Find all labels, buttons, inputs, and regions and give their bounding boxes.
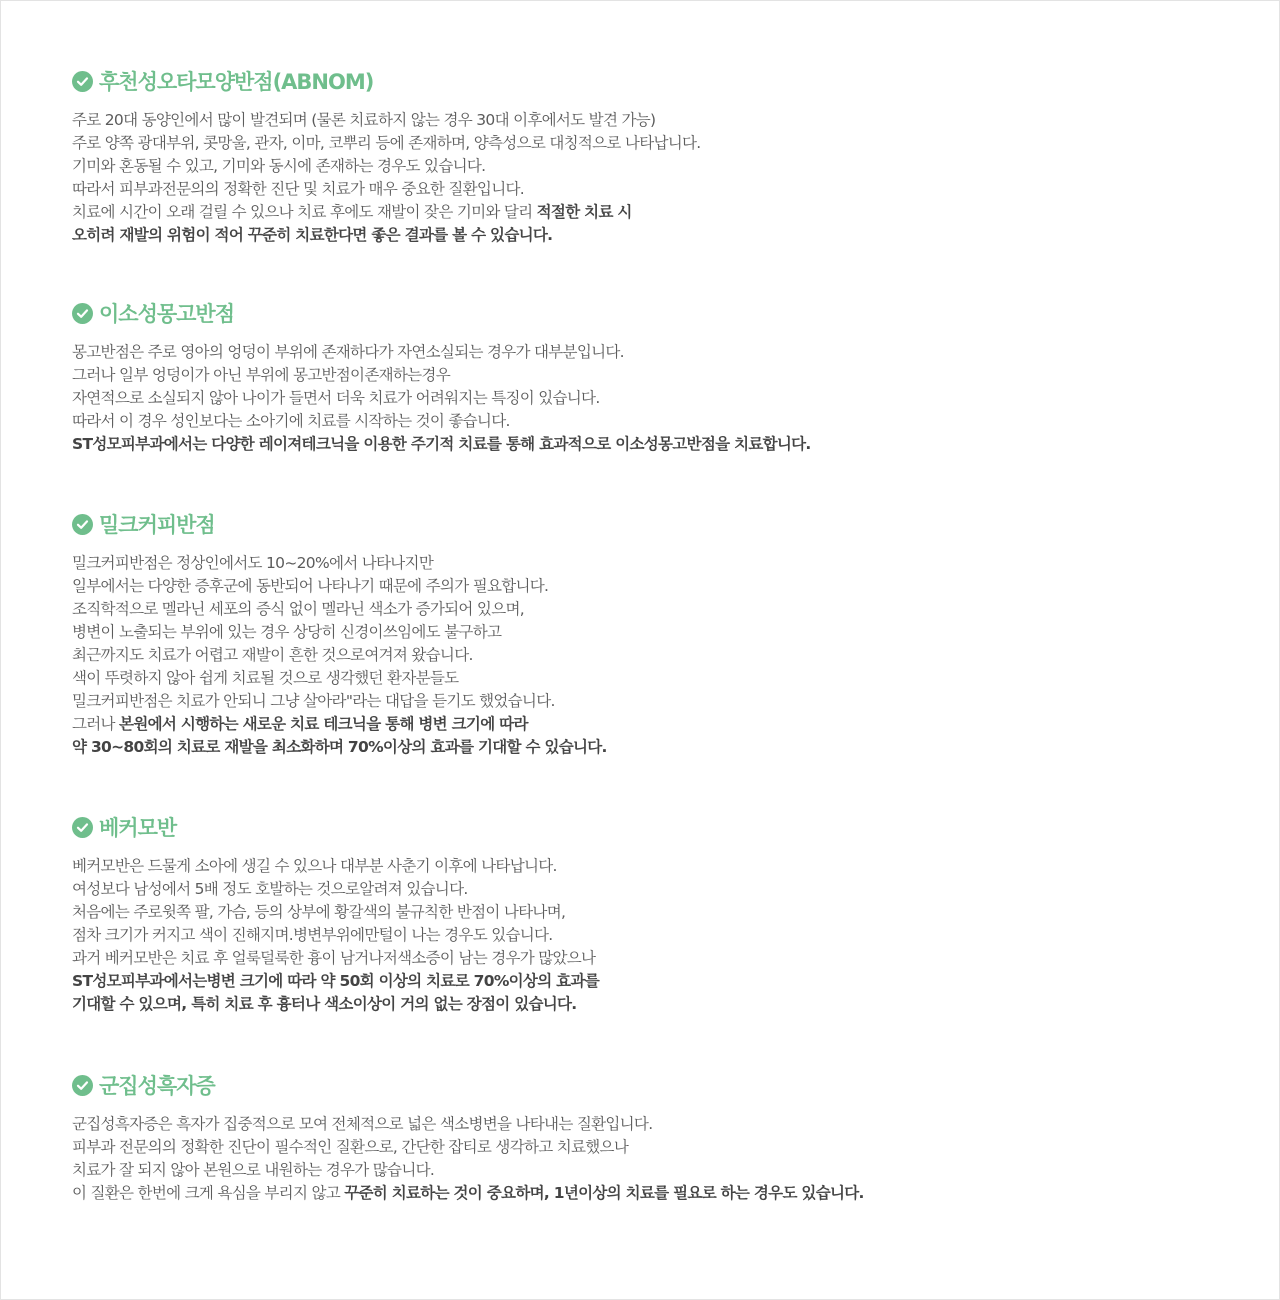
body-line — [72, 201, 1252, 224]
body-text: 주로 양쪽 광대부위, 콧망울, 관자, 이마, 코뿌리 등에 존재하며, 양측성으로 대칭적으로 나타납니다. — [72, 134, 701, 152]
section-title: 밀크커피반점 — [99, 513, 215, 537]
body-line — [72, 993, 1252, 1016]
body-text: 몽고반점은 주로 영아의 엉덩이 부위에 존재하다가 자연소실되는 경우가 대부분입니다. — [72, 343, 624, 361]
body-text: 여성보다 남성에서 5배 정도 호발하는 것으로알려져 있습니다. — [72, 880, 468, 898]
body-text: 치료에 시간이 오래 걸릴 수 있으나 치료 후에도 재발이 잦은 기미와 달리 — [72, 203, 537, 221]
body-line — [72, 575, 1252, 598]
body-line — [72, 690, 1252, 713]
body-text: 색이 뚜렷하지 않아 쉽게 치료될 것으로 생각했던 환자분들도 — [72, 669, 459, 687]
body-line — [72, 1182, 1252, 1205]
body-text: 병변이 노출되는 부위에 있는 경우 상당히 신경이쓰임에도 불구하고 — [72, 623, 502, 641]
body-line — [72, 878, 1252, 901]
body-text: 자연적으로 소실되지 않아 나이가 들면서 더욱 치료가 어려워지는 특징이 있습니다. — [72, 389, 600, 407]
body-line — [72, 924, 1252, 947]
check-circle-icon — [72, 1075, 93, 1096]
body-line — [72, 1136, 1252, 1159]
section-body — [72, 109, 1252, 247]
body-text: 밀크커피반점은 치료가 안되니 그냥 살아라"라는 대답을 듣기도 했었습니다. — [72, 692, 555, 710]
body-line — [72, 855, 1252, 878]
body-text: 따라서 피부과전문의의 정확한 진단 및 치료가 매우 중요한 질환입니다. — [72, 180, 524, 198]
body-line — [72, 433, 1252, 456]
emphasis-text: 본원에서 시행하는 새로운 치료 테크닉을 통해 병변 크기에 따라 — [119, 715, 528, 733]
check-circle-icon — [72, 817, 93, 838]
body-text: 이 질환은 한번에 크게 욕심을 부리지 않고 — [72, 1184, 345, 1202]
body-line — [72, 621, 1252, 644]
body-line — [72, 736, 1252, 759]
section-body — [72, 552, 1252, 759]
body-line — [72, 901, 1252, 924]
body-line — [72, 132, 1252, 155]
section-heading — [72, 298, 1252, 328]
check-circle-icon — [72, 71, 93, 92]
body-line — [72, 552, 1252, 575]
check-circle-icon — [72, 514, 93, 535]
check-circle-icon — [72, 303, 93, 324]
section-heading — [72, 1070, 1252, 1100]
body-text: 처음에는 주로윗쪽 팔, 가슴, 등의 상부에 황갈색의 불규칙한 반점이 나타나며, — [72, 903, 566, 921]
body-text: 치료가 잘 되지 않아 본원으로 내원하는 경우가 많습니다. — [72, 1161, 435, 1179]
body-line — [72, 155, 1252, 178]
body-line — [72, 341, 1252, 364]
section-5 — [72, 1070, 1252, 1205]
section-heading — [72, 812, 1252, 842]
emphasis-text: 적절한 치료 시 — [536, 203, 632, 221]
emphasis-text: 약 30~80회의 치료로 재발을 최소화하며 70%이상의 효과를 기대할 수 있습니다. — [72, 738, 607, 756]
body-text: 점차 크기가 커지고 색이 진해지며.병변부위에만털이 나는 경우도 있습니다. — [72, 926, 553, 944]
body-text: 주로 20대 동양인에서 많이 발견되며 (물론 치료하지 않는 경우 30대 이후에서도 발견 가능) — [72, 111, 656, 129]
section-heading — [72, 509, 1252, 539]
body-line — [72, 178, 1252, 201]
section-heading — [72, 66, 1252, 96]
section-body — [72, 855, 1252, 1016]
body-text: 일부에서는 다양한 증후군에 동반되어 나타나기 때문에 주의가 필요합니다. — [72, 577, 549, 595]
body-text: 밀크커피반점은 정상인에서도 10~20%에서 나타나지만 — [72, 554, 434, 572]
body-line — [72, 667, 1252, 690]
body-line — [72, 387, 1252, 410]
section-3 — [72, 509, 1252, 759]
body-text: 과거 베커모반은 치료 후 얼룩덜룩한 흉이 남거나저색소증이 남는 경우가 많았으나 — [72, 949, 596, 967]
body-line — [72, 410, 1252, 433]
section-title: 이소성몽고반점 — [99, 302, 235, 326]
section-4 — [72, 812, 1252, 1016]
body-text: 조직학적으로 멜라닌 세포의 증식 없이 멜라닌 색소가 증가되어 있으며, — [72, 600, 524, 618]
body-text: 따라서 이 경우 성인보다는 소아기에 치료를 시작하는 것이 좋습니다. — [72, 412, 510, 430]
body-line — [72, 224, 1252, 247]
body-text: 군집성흑자증은 흑자가 집중적으로 모여 전체적으로 넓은 색소병변을 나타내는 질환입니다. — [72, 1115, 653, 1133]
body-line — [72, 598, 1252, 621]
body-text: 그러나 일부 엉덩이가 아닌 부위에 몽고반점이존재하는경우 — [72, 366, 450, 384]
section-title: 베커모반 — [99, 816, 177, 840]
section-2 — [72, 298, 1252, 456]
body-line — [72, 713, 1252, 736]
section-1 — [72, 66, 1252, 247]
body-line — [72, 1159, 1252, 1182]
body-text: 그러나 — [72, 715, 120, 733]
section-body — [72, 341, 1252, 456]
section-title: 후천성오타모양반점(ABNOM) — [99, 70, 374, 94]
section-title: 군집성흑자증 — [99, 1074, 215, 1098]
emphasis-text: ST성모피부과에서는 다양한 레이져테크닉을 이용한 주기적 치료를 통해 효과적으로 이소성몽고반점을 치료합니다. — [72, 435, 811, 453]
section-body — [72, 1113, 1252, 1205]
body-line — [72, 109, 1252, 132]
emphasis-text: 꾸준히 치료하는 것이 중요하며, 1년이상의 치료를 필요로 하는 경우도 있습니다. — [344, 1184, 864, 1202]
body-line — [72, 947, 1252, 970]
body-line — [72, 364, 1252, 387]
body-text: 피부과 전문의의 정확한 진단이 필수적인 질환으로, 간단한 잡티로 생각하고 치료했으나 — [72, 1138, 629, 1156]
body-line — [72, 970, 1252, 993]
body-text: 최근까지도 치료가 어렵고 재발이 흔한 것으로여겨져 왔습니다. — [72, 646, 473, 664]
body-text: 기미와 혼동될 수 있고, 기미와 동시에 존재하는 경우도 있습니다. — [72, 157, 486, 175]
emphasis-text: 오히려 재발의 위험이 적어 꾸준히 치료한다면 좋은 결과를 볼 수 있습니다. — [72, 226, 553, 244]
body-line — [72, 1113, 1252, 1136]
body-text: 베커모반은 드물게 소아에 생길 수 있으나 대부분 사춘기 이후에 나타납니다. — [72, 857, 557, 875]
emphasis-text: ST성모피부과에서는병변 크기에 따라 약 50회 이상의 치료로 70%이상의 효과를 — [72, 972, 599, 990]
body-line — [72, 644, 1252, 667]
emphasis-text: 기대할 수 있으며, 특히 치료 후 흉터나 색소이상이 거의 없는 장점이 있습니다. — [72, 995, 577, 1013]
